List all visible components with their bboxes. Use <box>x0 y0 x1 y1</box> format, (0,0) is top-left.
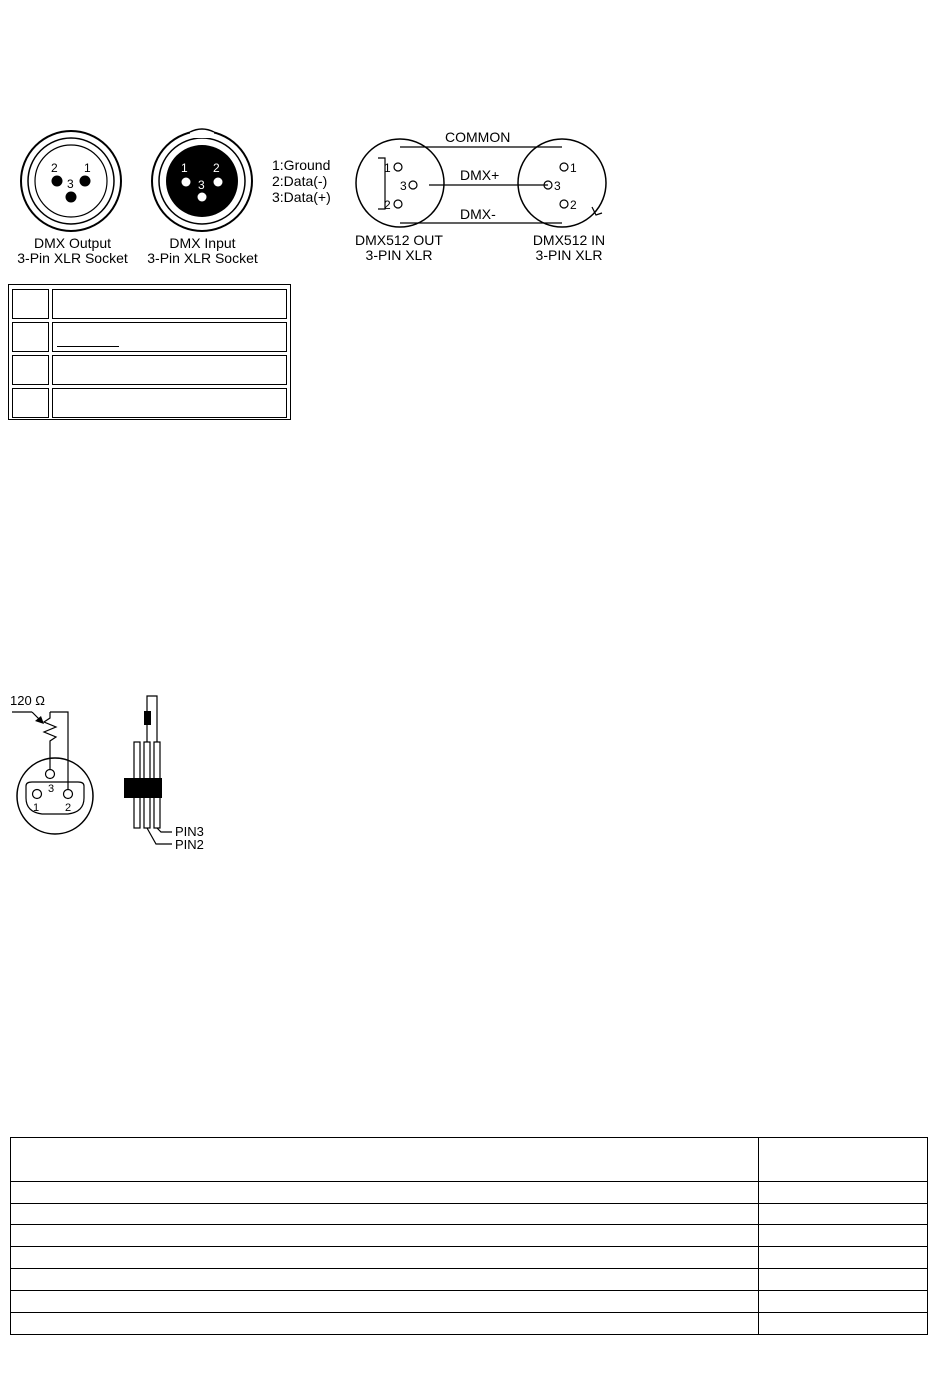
terminator-pin-1-num: 1 <box>33 802 40 814</box>
out-pin-2 <box>394 200 402 208</box>
terminator-pin-2 <box>64 790 73 799</box>
in-pin-3-num: 3 <box>554 179 561 193</box>
pin-legend-ground: 1:Ground <box>272 157 331 173</box>
in-plug-circle <box>518 139 606 227</box>
small-table-row-2-num <box>12 322 49 352</box>
small-table-row-4-num <box>12 388 49 418</box>
output-pin-3-num: 3 <box>67 177 74 191</box>
out-pin-3 <box>409 181 417 189</box>
input-pin-2-num: 2 <box>213 161 220 175</box>
dmx512-cable-diagram <box>340 125 615 240</box>
pin-legend-data-minus: 2:Data(-) <box>272 173 328 189</box>
output-pin-3-dot <box>66 192 77 203</box>
output-pin-1-num: 1 <box>84 161 91 175</box>
terminator-pin-1 <box>33 790 42 799</box>
big-table-row <box>11 1290 927 1291</box>
terminator-connector <box>8 690 103 835</box>
big-table <box>10 1137 928 1335</box>
in-pin-2 <box>560 200 568 208</box>
common-label: COMMON <box>445 129 511 145</box>
output-pin-2-num: 2 <box>51 161 58 175</box>
big-table-row <box>11 1203 927 1204</box>
small-table-row-1-text <box>52 289 287 319</box>
terminator-pin-3 <box>46 770 55 779</box>
dmx512-in-label: DMX512 IN 3-PIN XLR <box>532 232 606 263</box>
input-pin-1-num: 1 <box>181 161 188 175</box>
big-table-row <box>11 1224 927 1225</box>
terminator-pin-3-num: 3 <box>48 783 55 795</box>
dmx-input-connector <box>149 128 255 234</box>
small-table-underline <box>57 346 119 347</box>
small-table-row-3-num <box>12 355 49 385</box>
big-table-row <box>11 1181 927 1182</box>
out-pin-2-num: 2 <box>384 198 391 212</box>
resistor-body <box>144 711 151 725</box>
resistor-label: 120 Ω <box>10 693 46 708</box>
in-pin-2-num: 2 <box>570 198 577 212</box>
terminator-plug-outer <box>17 758 93 834</box>
dmx-output-connector <box>18 128 124 234</box>
pin3-label: PIN3 <box>175 824 204 839</box>
out-pin-1-num: 1 <box>384 161 391 175</box>
out-pin-3-num: 3 <box>400 179 407 193</box>
small-table <box>8 284 291 420</box>
input-pin-1-dot <box>182 178 191 187</box>
output-pin-2-dot <box>52 176 63 187</box>
big-table-row <box>11 1246 927 1247</box>
in-pin-1-num: 1 <box>570 161 577 175</box>
small-table-row-2-text <box>52 322 287 352</box>
in-pin-1 <box>560 163 568 171</box>
small-table-row-1-num <box>12 289 49 319</box>
output-pin-1-dot <box>80 176 91 187</box>
dmx-plus-label: DMX+ <box>460 167 500 183</box>
dmx512-out-label: DMX512 OUT 3-PIN XLR <box>355 232 443 263</box>
dmx-input-title: DMX Input 3-Pin XLR Socket <box>147 235 258 266</box>
input-pin-3-dot <box>198 193 207 202</box>
input-pin-2-dot <box>214 178 223 187</box>
terminator-pin-2-num: 2 <box>65 802 72 814</box>
resistor-zigzag <box>44 712 56 770</box>
pin-legend-data-plus: 3:Data(+) <box>272 189 331 205</box>
input-pin-3-num: 3 <box>198 178 205 192</box>
pin-legend <box>272 157 331 205</box>
big-table-row <box>11 1268 927 1269</box>
small-table-row-4-text <box>52 388 287 418</box>
resistor-wire <box>50 712 68 792</box>
pin2-label: PIN2 <box>175 837 204 852</box>
out-pin-1 <box>394 163 402 171</box>
dmx-output-title: DMX Output 3-Pin XLR Socket <box>17 235 128 266</box>
dmx-minus-label: DMX- <box>460 206 496 222</box>
small-table-row-3-text <box>52 355 287 385</box>
pin-clamp <box>124 778 162 798</box>
big-table-column-divider <box>758 1138 759 1334</box>
big-table-row <box>11 1312 927 1313</box>
terminator-side-view <box>120 690 220 858</box>
